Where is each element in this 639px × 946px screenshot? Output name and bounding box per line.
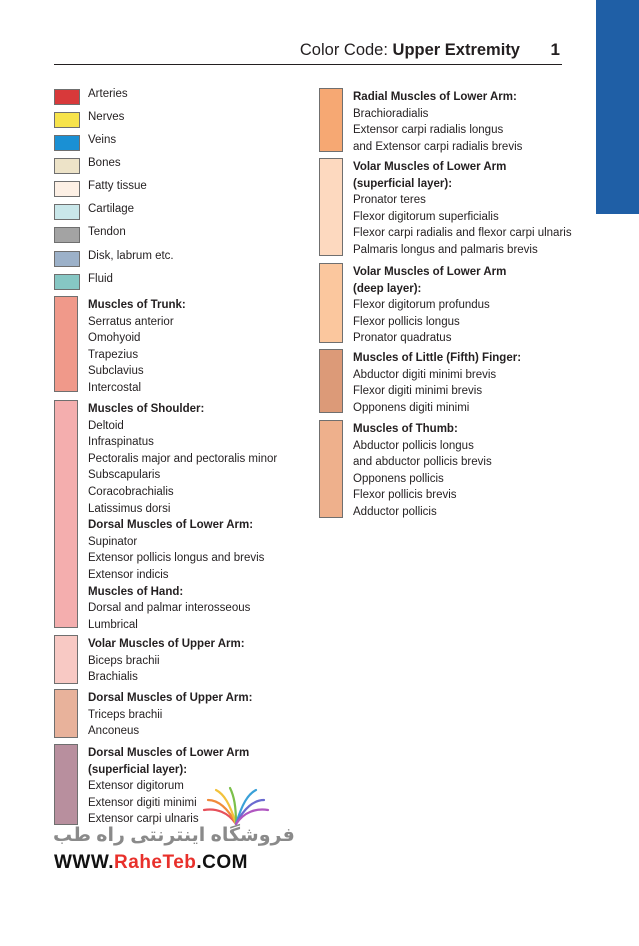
group-color-bar	[319, 420, 343, 518]
muscle-name: Intercostal	[88, 381, 142, 394]
muscle-name: Omohyoid	[88, 332, 141, 345]
muscle-name: Subscapularis	[88, 469, 161, 482]
muscle-name: Supinator	[88, 535, 138, 548]
group-color-bar	[54, 744, 78, 825]
group-text	[88, 636, 245, 686]
group-heading: (superficial layer):	[353, 177, 453, 190]
muscle-name: and Extensor carpi radialis brevis	[353, 140, 523, 153]
group-heading: Dorsal Muscles of Upper Arm:	[88, 692, 253, 704]
page-title: Color Code: Upper Extremity	[299, 41, 520, 59]
legend-swatch	[54, 89, 80, 105]
muscle-name: Pronator quadratus	[353, 332, 452, 345]
muscle-name: Opponens pollicis	[353, 472, 444, 485]
group-heading: (superficial layer):	[88, 763, 188, 776]
legend-label: Disk, labrum etc.	[88, 250, 174, 262]
legend-label: Bones	[88, 157, 121, 169]
muscle-name: Flexor carpi radialis and flexor carpi ulnaris	[353, 227, 572, 240]
muscle-name: Extensor carpi ulnaris	[88, 813, 199, 826]
muscle-name: Abductor digiti minimi brevis	[353, 368, 497, 381]
muscle-name: Latissimus dorsi	[88, 502, 171, 515]
group-heading: Muscles of Trunk:	[88, 299, 186, 311]
group-color-bar	[54, 400, 78, 628]
group-heading: Muscles of Hand:	[88, 585, 184, 598]
group-heading: (deep layer):	[353, 282, 422, 295]
legend-swatch	[54, 274, 80, 290]
muscle-name: Adductor pollicis	[353, 505, 437, 518]
muscle-name: Serratus anterior	[88, 315, 174, 328]
muscle-name: Dorsal and palmar interosseous	[88, 602, 251, 615]
legend-label: Fatty tissue	[88, 180, 147, 192]
legend-label: Nerves	[88, 111, 125, 123]
group-text	[353, 89, 522, 155]
muscle-name: Opponens digiti minimi	[353, 401, 470, 414]
muscle-name: Brachioradialis	[353, 107, 429, 120]
muscle-name: Infraspinatus	[88, 436, 154, 449]
legend-label: Veins	[88, 134, 117, 146]
page-header	[299, 40, 562, 63]
muscle-name: Lumbrical	[88, 618, 138, 631]
legend-swatch	[54, 135, 80, 151]
group-heading: Dorsal Muscles of Lower Arm	[88, 747, 250, 759]
muscle-name: Pronator teres	[353, 194, 426, 207]
muscle-name: Extensor digitorum	[88, 780, 184, 793]
muscle-name: Pectoralis major and pectoralis minor	[88, 452, 278, 465]
legend-swatch	[54, 181, 80, 197]
group-color-bar	[54, 689, 78, 738]
group-color-bar	[54, 635, 78, 684]
muscle-name: Flexor digiti minimi brevis	[353, 385, 483, 398]
muscle-name: Triceps brachii	[88, 708, 163, 721]
chapter-tab	[596, 0, 639, 214]
header-rule	[54, 64, 562, 65]
group-text	[88, 690, 252, 740]
group-text	[88, 401, 277, 633]
muscle-name: Extensor digiti minimi	[88, 796, 197, 809]
group-heading: Muscles of Shoulder:	[88, 403, 205, 415]
group-color-bar	[319, 88, 343, 152]
group-color-bar	[54, 296, 78, 392]
group-color-bar	[319, 349, 343, 413]
page-number: 1	[550, 40, 560, 59]
legend-swatch	[54, 158, 80, 174]
legend-label: Arteries	[88, 88, 128, 100]
group-color-bar	[319, 158, 343, 256]
legend-swatch	[54, 112, 80, 128]
muscle-name: Deltoid	[88, 419, 124, 432]
group-text	[353, 350, 521, 416]
muscle-name: Extensor indicis	[88, 568, 169, 581]
legend-swatch	[54, 204, 80, 220]
group-text	[88, 297, 186, 397]
legend-label: Tendon	[88, 226, 126, 238]
muscle-name: Extensor pollicis longus and brevis	[88, 552, 265, 565]
group-text	[353, 264, 506, 347]
muscle-name: Flexor digitorum superficialis	[353, 210, 499, 223]
legend-label: Cartilage	[88, 203, 135, 215]
muscle-name: Brachialis	[88, 671, 138, 684]
legend-swatch	[54, 251, 80, 267]
group-heading: Volar Muscles of Upper Arm:	[88, 638, 245, 650]
group-color-bar	[319, 263, 343, 343]
muscle-name: Palmaris longus and palmaris brevis	[353, 243, 538, 256]
group-heading: Muscles of Little (Fifth) Finger:	[353, 352, 522, 364]
group-heading: Muscles of Thumb:	[353, 423, 458, 435]
muscle-name: Coracobrachialis	[88, 485, 174, 498]
muscle-name: Anconeus	[88, 725, 140, 738]
muscle-name: Flexor pollicis longus	[353, 315, 460, 328]
group-heading: Volar Muscles of Lower Arm	[353, 161, 507, 173]
muscle-name: Extensor carpi radialis longus	[353, 124, 504, 137]
muscle-name: Flexor digitorum profundus	[353, 299, 490, 312]
muscle-name: Biceps brachii	[88, 654, 160, 667]
muscle-name: Abductor pollicis longus	[353, 439, 474, 452]
group-heading: Radial Muscles of Lower Arm:	[353, 91, 517, 103]
muscle-name: and abductor pollicis brevis	[353, 456, 492, 469]
group-text	[353, 159, 572, 259]
open-book-icon	[200, 786, 272, 826]
muscle-name: Flexor pollicis brevis	[353, 489, 457, 502]
watermark-url: WWW.RaheTeb.COM	[54, 852, 248, 873]
group-heading: Volar Muscles of Lower Arm	[353, 266, 507, 278]
watermark-persian: فروشگاه اینترنتی راه طب	[53, 825, 295, 846]
muscle-name: Trapezius	[88, 348, 139, 361]
muscle-name: Subclavius	[88, 365, 144, 378]
legend-label: Fluid	[88, 273, 113, 285]
group-text	[353, 421, 492, 521]
group-heading: Dorsal Muscles of Lower Arm:	[88, 519, 254, 532]
legend-swatch	[54, 227, 80, 243]
